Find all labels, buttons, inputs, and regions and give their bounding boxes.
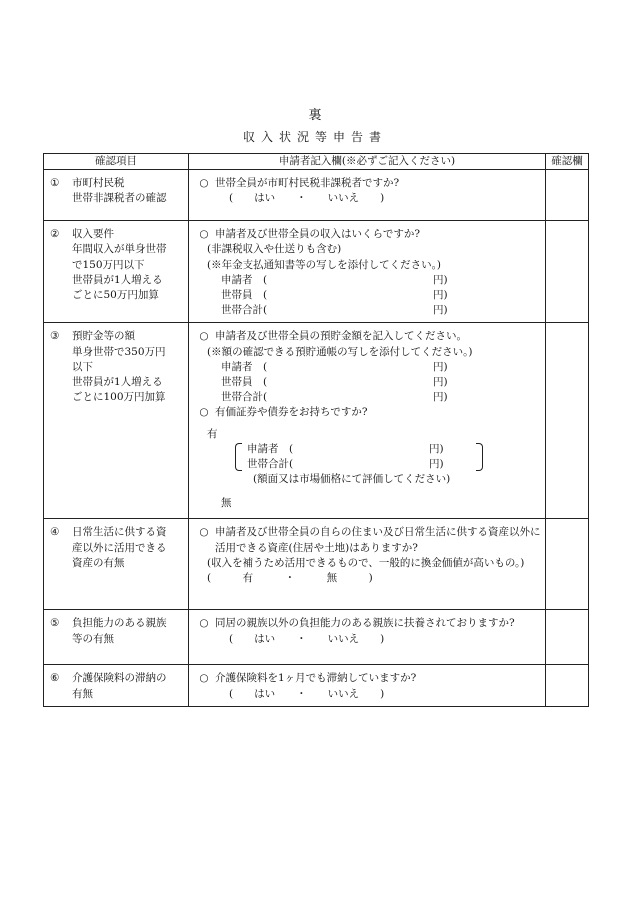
answer-cell[interactable]: [189, 610, 546, 665]
yes-no-choice[interactable]: ( 有 ・ 無 ): [207, 572, 373, 585]
circle-mark: ○: [199, 406, 209, 419]
confirmation-cell[interactable]: [546, 323, 589, 519]
item-number: ①: [50, 177, 60, 190]
answer-cell[interactable]: [189, 170, 546, 221]
item-number: ④: [50, 526, 60, 539]
header-confirmation: 確認欄: [546, 154, 589, 170]
amount-field-applicant[interactable]: 申請者 ( 円): [221, 360, 448, 373]
amount-field-household-total[interactable]: 世帯合計( 円): [221, 391, 448, 404]
note-text: (収入を補うため活用できるもので、一般的に換金価値が高いもの。): [207, 556, 525, 569]
note-text: (※年金支払通知書等の写しを添付してください。): [207, 258, 441, 271]
note-text: (非課税収入や仕送りも含む): [207, 243, 342, 256]
item-cell: [44, 519, 189, 610]
page-title: 収入状況等申告書: [242, 130, 387, 144]
declaration-table: [43, 153, 589, 707]
answer-cell[interactable]: [189, 221, 546, 323]
item-cell: [44, 610, 189, 665]
note-text: (額面又は市場価格にて評価してください): [253, 473, 451, 486]
confirmation-cell[interactable]: [546, 610, 589, 665]
question-text: 同居の親族以外の負担能力のある親族に扶養されておりますか?: [215, 617, 515, 630]
question-text: 申請者及び世帯全員の自らの住まい及び日常生活に供する資産以外に活用できる資産(住居や土地)はありますか?: [215, 526, 541, 554]
note-text: (※額の確認できる預貯通帳の写しを添付してください。): [207, 345, 473, 358]
securities-bracket: [235, 442, 483, 472]
circle-mark: ○: [199, 228, 209, 241]
item-text: 負担能力のある親族 等の有無: [72, 617, 167, 645]
amount-field-applicant[interactable]: 申請者 ( 円): [221, 273, 448, 286]
table-row: [44, 665, 589, 706]
confirmation-cell[interactable]: [546, 519, 589, 610]
no-option[interactable]: 無: [221, 497, 232, 510]
item-text: 市町村民税 世帯非課税者の確認: [72, 177, 167, 205]
securities-amount-total[interactable]: 世帯合計( 円): [247, 458, 444, 471]
confirmation-cell[interactable]: [546, 665, 589, 706]
amount-field-household-member[interactable]: 世帯員 ( 円): [221, 289, 448, 302]
yes-option[interactable]: 有: [207, 427, 218, 440]
table-header-row: [44, 154, 589, 170]
item-cell: [44, 170, 189, 221]
item-text: 介護保険料の滞納の 有無: [72, 672, 167, 700]
item-text: 収入要件 年間収入が単身世帯 で150万円以下 世帯員が1人増える ごとに50万円加算: [72, 228, 167, 302]
question-text: 申請者及び世帯全員の預貯金額を記入してください。: [215, 330, 467, 343]
amount-field-household-total[interactable]: 世帯合計( 円): [221, 304, 448, 317]
question-text: 世帯全員が市町村民税非課税者ですか?: [215, 177, 400, 190]
table-row: [44, 170, 589, 221]
item-text: 日常生活に供する資 産以外に活用できる 資産の有無: [72, 526, 167, 569]
item-cell: [44, 665, 189, 706]
answer-cell[interactable]: [189, 519, 546, 610]
circle-mark: ○: [199, 526, 209, 539]
securities-amount-applicant[interactable]: 申請者 ( 円): [247, 442, 444, 455]
answer-cell[interactable]: [189, 665, 546, 706]
item-text: 預貯金等の額 単身世帯で350万円 以下 世帯員が1人増える ごとに100万円加算: [72, 330, 166, 404]
circle-mark: ○: [199, 672, 209, 685]
confirmation-cell[interactable]: [546, 170, 589, 221]
item-cell: [44, 323, 189, 519]
page-side-label: 裏: [308, 108, 322, 123]
table-row: [44, 323, 589, 519]
item-number: ⑤: [50, 617, 60, 630]
circle-mark: ○: [199, 177, 209, 190]
table-row: [44, 519, 589, 610]
amount-field-household-member[interactable]: 世帯員 ( 円): [221, 376, 448, 389]
question-text: 申請者及び世帯全員の収入はいくらですか?: [215, 228, 421, 241]
item-number: ⑥: [50, 672, 60, 685]
item-number: ②: [50, 228, 60, 241]
confirmation-cell[interactable]: [546, 221, 589, 323]
circle-mark: ○: [199, 330, 209, 343]
circle-mark: ○: [199, 617, 209, 630]
header-applicant-entry: 申請者記入欄(※必ずご記入ください): [189, 154, 546, 170]
question-text: 介護保険料を1ヶ月でも滞納していますか?: [215, 672, 417, 685]
yes-no-choice[interactable]: ( はい ・ いいえ ): [229, 687, 385, 700]
table-row: [44, 610, 589, 665]
yes-no-choice[interactable]: ( はい ・ いいえ ): [229, 192, 385, 205]
answer-cell[interactable]: [189, 323, 546, 519]
table-row: [44, 221, 589, 323]
question-text: 有価証券や債券をお持ちですか?: [215, 406, 368, 419]
yes-no-choice[interactable]: ( はい ・ いいえ ): [229, 632, 385, 645]
item-number: ③: [50, 330, 60, 343]
header-check-item: 確認項目: [44, 154, 189, 170]
item-cell: [44, 221, 189, 323]
